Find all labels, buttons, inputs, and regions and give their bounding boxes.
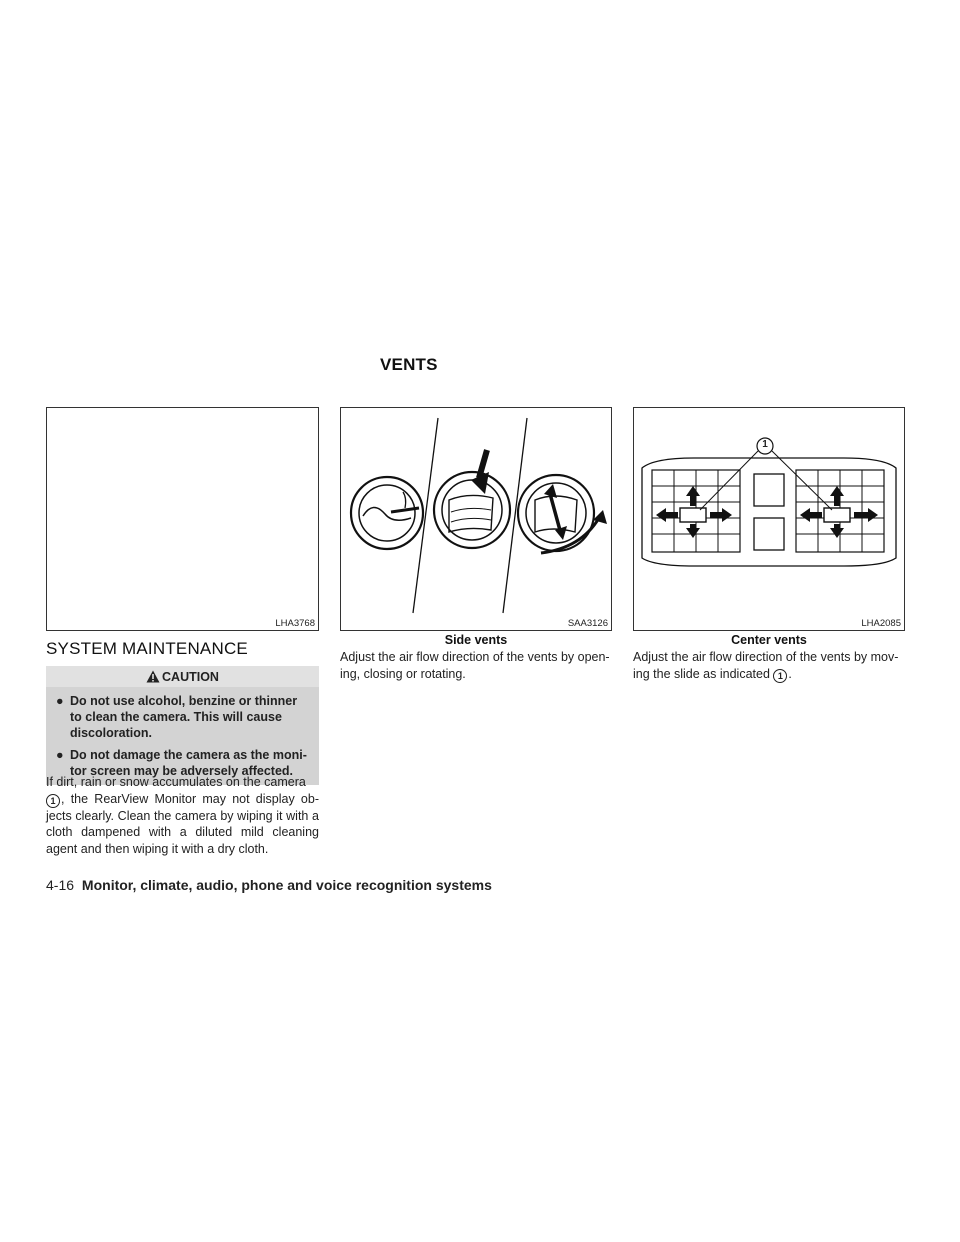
paragraph-text: Adjust the air flow direction of the vents by mov-ing the slide as indicated (633, 650, 899, 681)
section-heading: SYSTEM MAINTENANCE (46, 639, 248, 658)
paragraph-text: . (788, 666, 792, 681)
center-vents-paragraph (633, 649, 905, 683)
caution-title: CAUTION (162, 670, 219, 684)
side-vents-paragraph: Adjust the air flow direction of the vents by open-ing, closing or rotating. (340, 650, 610, 681)
caution-item-text: Do not damage the camera as the moni-tor screen may be adversely affected. (70, 748, 307, 778)
caution-box (46, 666, 319, 785)
center-vents-figure (633, 407, 905, 631)
caution-item-text: Do not use alcohol, benzine or thinner to clean the camera. This will cause discoloration. (70, 694, 298, 740)
figure-caption: Center vents (731, 633, 807, 647)
side-vents-figure (340, 407, 612, 631)
figure-code: LHA2085 (861, 618, 901, 629)
maintenance-paragraph (46, 774, 319, 857)
figure-callout-number: 1 (762, 439, 768, 450)
section-title: VENTS (380, 355, 438, 374)
warning-icon (146, 670, 160, 683)
caution-header (46, 666, 319, 687)
caution-body (46, 687, 319, 785)
callout-ref: 1 (46, 794, 60, 808)
chapter-title: Monitor, climate, audio, phone and voice recognition systems (81, 877, 492, 893)
page-number: 4-16 (46, 877, 75, 893)
figure-caption: Side vents (444, 633, 508, 647)
figure-code: LHA3768 (275, 618, 315, 629)
camera-figure (46, 407, 319, 631)
paragraph-text: , the RearView Monitor may not display ob-jects clearly. Clean the camera by wiping it with a cloth dampened with a diluted mild cleaning agent and then wiping it with a dry cloth. (46, 791, 319, 856)
bullet-icon: ● (56, 694, 64, 708)
bullet-icon: ● (56, 748, 64, 762)
side-vents-illustration (341, 408, 611, 630)
caution-item (56, 693, 309, 741)
paragraph-text: If dirt, rain or snow accumulates on the camera (46, 775, 306, 789)
figure-code: SAA3126 (567, 618, 608, 629)
page-footer (46, 877, 492, 893)
callout-ref: 1 (773, 669, 787, 683)
